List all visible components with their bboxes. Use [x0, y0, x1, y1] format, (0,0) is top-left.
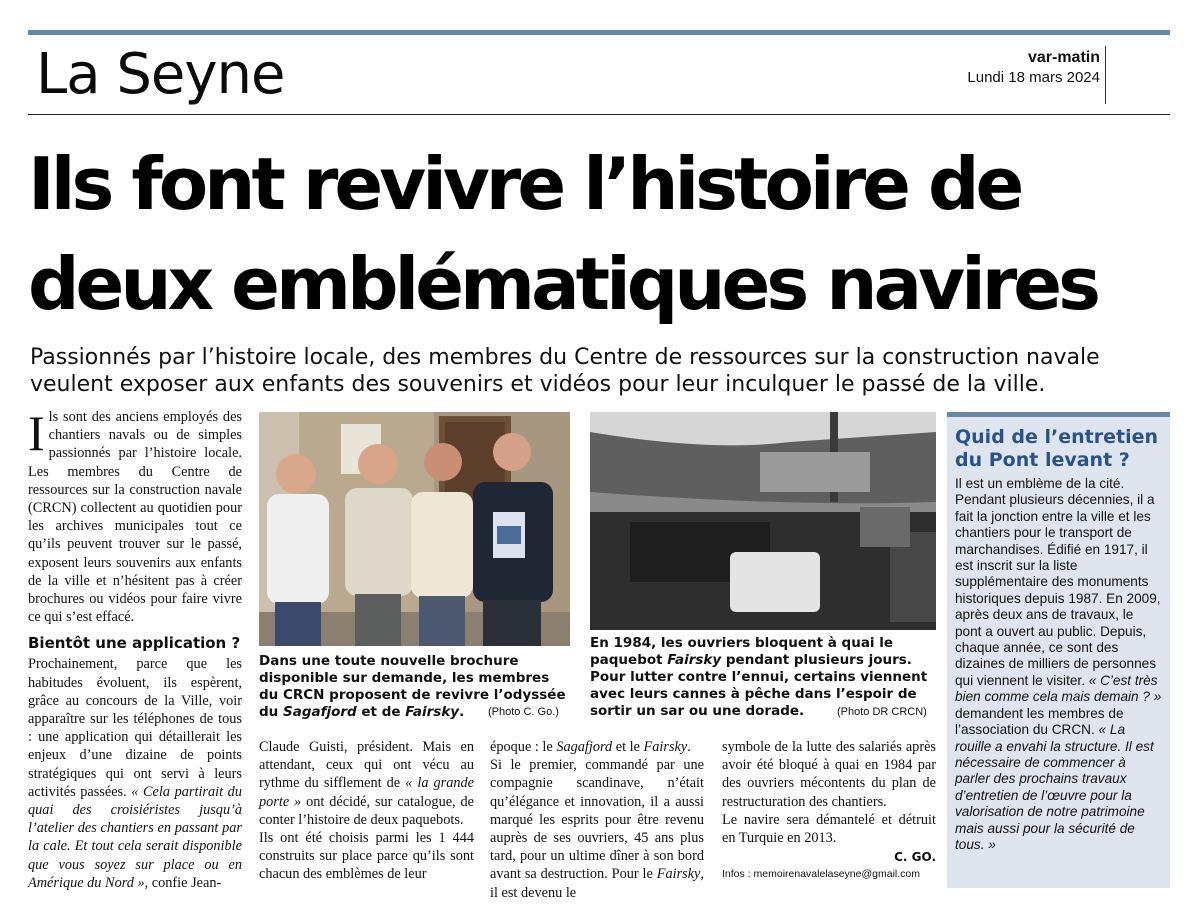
headline-line-2: deux emblématiques navires [28, 242, 1097, 326]
masthead [967, 48, 1100, 88]
members-photo-image [259, 412, 570, 646]
paragraph-text: , confie Jean- [144, 874, 222, 891]
signature: C. GO. [894, 850, 936, 865]
column-2 [259, 738, 474, 884]
intro-text: ls sont des anciens employés des chantiers navals ou de simples passionnés par l’histoire locale. Les membres du Centre de ressources sur la construction navale (CRCN) collectent au quotidien pour les archives municipales tout ce qu’ils peuvent trouver sur le passé, exposent leurs souvenirs aux enfants de la ville et n’hésitent pas à créer brochures ou vidéos pour faire vivre ce qui s’est effacé. [28, 409, 242, 626]
photo-members-credit: (Photo C. Go.) [488, 706, 559, 718]
paragraph-text: . [687, 739, 691, 755]
paragraph-text: Prochainement, parce que les habitudes évoluent, ils espèrent, grâce au concours de la Ville, voir apparaître sur les téléphones de tous : une application qui détaillerait les enjeux d’une dizaine de points stratégiques qui ont servi à leurs activités passées. [28, 656, 242, 800]
masthead-divider [1105, 46, 1106, 104]
rubric-title: La Seyne [36, 42, 285, 107]
header-rule [28, 114, 1170, 115]
ship-name: Sagafjord [282, 704, 357, 720]
photo-fairsky [590, 412, 936, 630]
ship-name: Fairsky [405, 704, 460, 720]
column-1 [28, 405, 242, 892]
deck: Passionnés par l’histoire locale, des membres du Centre de ressources sur la construction navale veulent exposer aux enfants des souvenirs et vidéos pour leur inculquer le passé de la ville. [30, 345, 1100, 397]
column-3 [490, 738, 704, 902]
paragraph-text: et le [612, 739, 644, 755]
sidebar-top-rule [947, 412, 1170, 417]
fairsky-photo-image [590, 412, 936, 630]
sidebar-title: Quid de l’entretien du Pont levant ? [955, 426, 1158, 471]
caption-text: pendant plusieurs jours. Pour lutter contre l’ennui, certains viennent avec leurs cannes à pêche dans l’espoir de sortir un sar ou une dorade. [590, 652, 928, 719]
paragraph-app [28, 655, 242, 892]
paragraph-text: Claude Guisti, président. Mais en attendant, ceux qui ont vécu au rythme du sifflement de [259, 739, 474, 792]
top-rule [28, 30, 1170, 35]
column-4 [722, 738, 936, 881]
paragraph-symbol: symbole de la lutte des salariés après avoir été bloqué à quai en 1984 par des ouvriers mécontents du plan de restructuration des chantiers. [722, 739, 936, 810]
caption-text: et de [356, 704, 406, 720]
headline-line-1: Ils font revivre l’histoire de [28, 142, 1021, 226]
photo-fairsky-credit: (Photo DR CRCN) [837, 706, 927, 718]
paragraph-text: Si le premier, commandé par une compagnie scandinave, n’était qu’élégance et innovation, il a aussi marqué les esprits pour être revenu auprès de ses ouvriers, 45 ans plus tard, pour un ultime dîner à son bord avant sa destruction. Pour le [490, 757, 704, 883]
sidebar-quote: « C’est très bien comme cela mais demain ? » [955, 672, 1162, 705]
infos-email: Infos : memoirenavalelaseyne@gmail.com [722, 868, 920, 881]
sidebar-quote: « La rouille a envahi la structure. Il est nécessaire de commencer à parler des prochains travaux d’entretien de l’œuvre pour la valorisation de notre patrimoine mais aussi pour la sécurité de tous. » [955, 722, 1154, 852]
subhead: Bientôt une application ? [28, 634, 241, 653]
ship-name: Fairsky [643, 739, 688, 755]
issue-date: Lundi 18 mars 2024 [967, 69, 1100, 86]
paper-name: var-matin [1027, 49, 1100, 66]
caption-text: Dans une toute nouvelle brochure disponible sur demande, les membres du CRCN proposent de revivre l’odyssée du [259, 653, 566, 720]
paragraph-text: époque : le [490, 739, 557, 755]
headline [28, 134, 1178, 334]
paragraph-dismantled: Le navire sera démantelé et détruit en Turquie en 2013. [722, 811, 936, 847]
quote-text: « Cela partirait du quai des croisiéristes jusqu’à l’atelier des chantiers en passant par la cale. Et tout cela serait disponible que vous soyez sur place ou en Amérique du Nord » [28, 783, 242, 891]
paragraph-text: , il est devenu le [490, 866, 704, 901]
ship-name: Fairsky [667, 652, 722, 668]
paragraph-guisti [259, 738, 474, 829]
paragraph-sagafjord [490, 756, 704, 902]
paragraph-text: ont décidé, sur catalogue, de conter l’histoire de deux paquebots. [259, 793, 474, 828]
caption-text: En 1984, les ouvriers bloquent à quai le paquebot [590, 635, 894, 668]
sidebar-text: Il est un emblème de la cité. Pendant plusieurs décennies, il a fait la jonction entre la ville et les chantiers pour le transport de marchandises. Édifié en 1917, il est inscrit sur la liste supplémentaire des monuments historiques depuis 1987. En 2009, après deux ans de travaux, le pont a ouvert au public. Depuis, chaque année, ce sont des dizaines de milliers de personnes qui viennent le visiter. [955, 476, 1161, 688]
photo-members [259, 412, 570, 646]
paragraph-choice: Ils ont été choisis parmi les 1 444 construits sur place parce qu’ils sont chacun des emblèmes de leur [259, 830, 474, 883]
sidebar-body [955, 476, 1163, 853]
sidebar-text: demandent les membres de l’association du CRCN. [955, 705, 1124, 738]
intro-paragraph [28, 405, 242, 626]
ship-name: Sagafjord [556, 739, 613, 755]
sidebar-box [947, 412, 1170, 888]
quote-text: « la grande porte » [259, 775, 475, 810]
drop-cap: I [28, 405, 45, 461]
caption-text: . [459, 704, 465, 720]
ship-name: Fairsky [656, 866, 701, 883]
paragraph-epoch [490, 738, 704, 756]
